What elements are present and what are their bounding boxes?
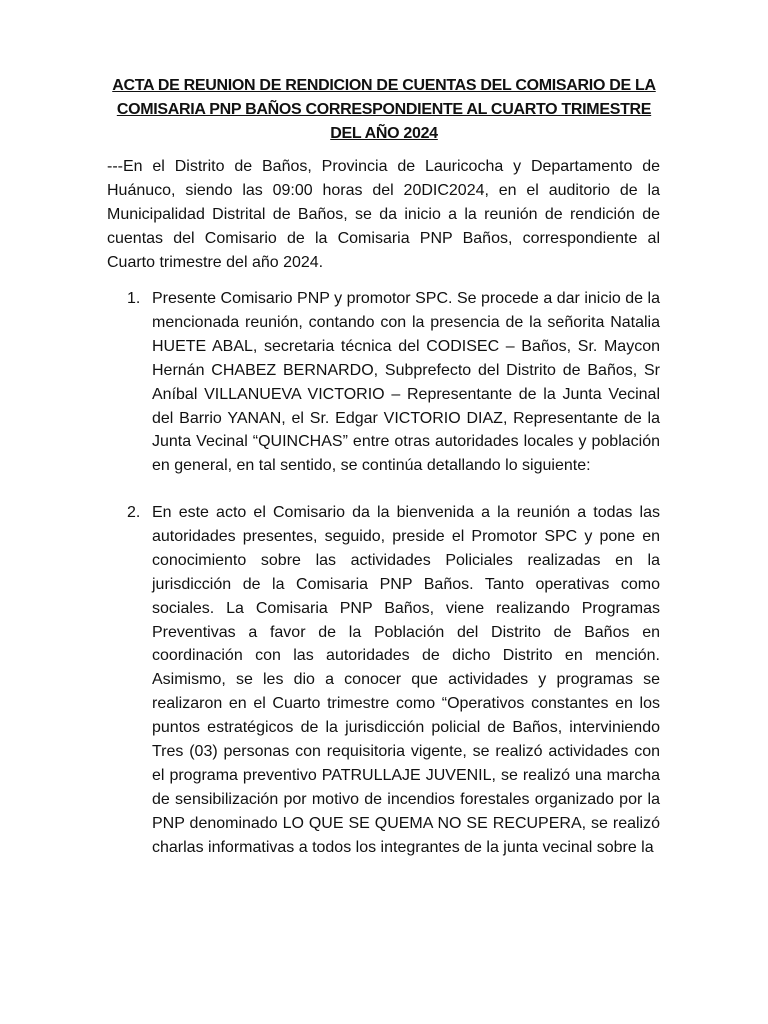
document-title: ACTA DE REUNION DE RENDICION DE CUENTAS DEL COMISARIO DE LA COMISARIA PNP BAÑOS CORRESPONDIENTE AL CUARTO TRIMESTRE DEL AÑO 2024 — [112, 77, 656, 142]
list-item — [127, 501, 660, 860]
intro-paragraph: ---En el Distrito de Baños, Provincia de Lauricocha y Departamento de Huánuco, siendo las 09:00 horas del 20DIC2024, en el auditorio de la Municipalidad Distrital de Baños, se da inicio a la reunión de rendición de cuentas del Comisario de la Comisaria PNP Baños, correspondiente al Cuarto trimestre del año 2024. — [107, 158, 660, 271]
list-item-text: Presente Comisario PNP y promotor SPC. Se procede a dar inicio de la mencionada reunión, contando con la presencia de la señorita Natalia HUETE ABAL, secretaria técnica del CODISEC – Baños, Sr. Maycon Hernán CHABEZ BERNARDO, Subprefecto del Distrito de Baños, Sr Aníbal VILLANUEVA VICTORIO – Representante de la Junta Vecinal del Barrio YANAN, el Sr. Edgar VICTORIO DIAZ, Representante de la Junta Vecinal “QUINCHAS” entre otras autoridades locales y población en general, en tal sentido, se continúa detallando lo siguiente: — [152, 290, 660, 475]
list-item-text: En este acto el Comisario da la bienvenida a la reunión a todas las autoridades presentes, seguido, preside el Promotor SPC y pone en conocimiento sobre las actividades Policiales realizadas en la jurisdicción de la Comisaria PNP Baños. Tanto operativas como sociales. La Comisaria PNP Baños, viene realizando Programas Preventivas a favor de la Población del Distrito de Baños en coordinación con las autoridades de dicho Distrito en mención. Asimismo, se les dio a conocer que actividades y programas se realizaron en el Cuarto trimestre como “Operativos constantes en los puntos estratégicos de la jurisdicción policial de Baños, interviniendo Tres (03) personas con requisitoria vigente, se realizó actividades con el programa preventivo PATRULLAJE JUVENIL, se realizó una marcha de sensibilización por motivo de incendios forestales organizado por la PNP denominado LO QUE SE QUEMA NO SE RECUPERA, se realizó charlas informativas a todos los integrantes de la junta vecinal sobre la — [152, 504, 660, 856]
list-item-number: 1. — [127, 290, 141, 307]
list-item-number: 2. — [127, 504, 141, 521]
list-item — [127, 287, 660, 478]
